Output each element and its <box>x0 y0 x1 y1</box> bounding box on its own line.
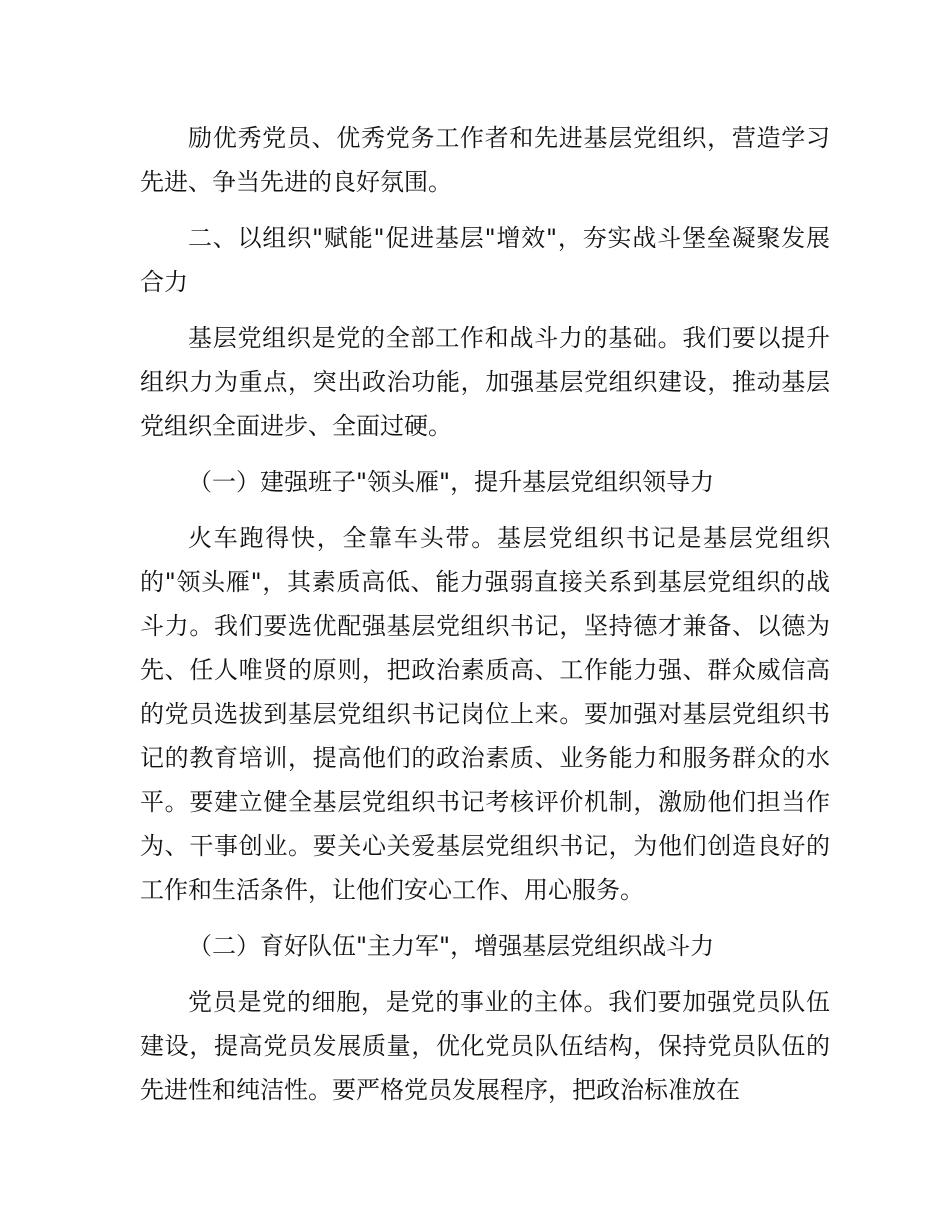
paragraph-body: 党员是党的细胞，是党的事业的主体。我们要加强党员队伍建设，提高党员发展质量，优化党员队伍结构，保持党员队伍的先进性和纯洁性。要严格党员发展程序，把政治标准放在 <box>140 988 830 1104</box>
sub-heading-one: （一）建强班子"领头雁"，提升基层党组织领导力 <box>188 468 715 496</box>
document-body <box>140 116 830 1124</box>
paragraph-body: 火车跑得快，全靠车头带。基层党组织书记是基层党组织的"领头雁"，其素质高低、能力强弱直接关系到基层党组织的战斗力。我们要选优配强基层党组织书记，坚持德才兼备、以德为先、任人唯贤的原则，把政治素质高、工作能力强、群众威信高的党员选拔到基层党组织书记岗位上来。要加强对基层党组织书记的教育培训，提高他们的政治素质、业务能力和服务群众的水平。要建立健全基层党组织书记考核评价机制，激励他们担当作为、干事创业。要关心关爱基层党组织书记，为他们创造良好的工作和生活条件，让他们安心工作、用心服务。 <box>140 524 830 904</box>
paragraph-continuation: 励优秀党员、优秀党务工作者和先进基层党组织，营造学习先进、争当先进的良好氛围。 <box>140 124 830 196</box>
section-heading-two: 二、以组织"赋能"促进基层"增效"，夯实战斗堡垒凝聚发展合力 <box>140 224 830 296</box>
paragraph-body: 基层党组织是党的全部工作和战斗力的基础。我们要以提升组织力为重点，突出政治功能，加强基层党组织建设，推动基层党组织全面进步、全面过硬。 <box>140 324 830 440</box>
sub-heading-two: （二）育好队伍"主力军"，增强基层党组织战斗力 <box>188 932 715 960</box>
